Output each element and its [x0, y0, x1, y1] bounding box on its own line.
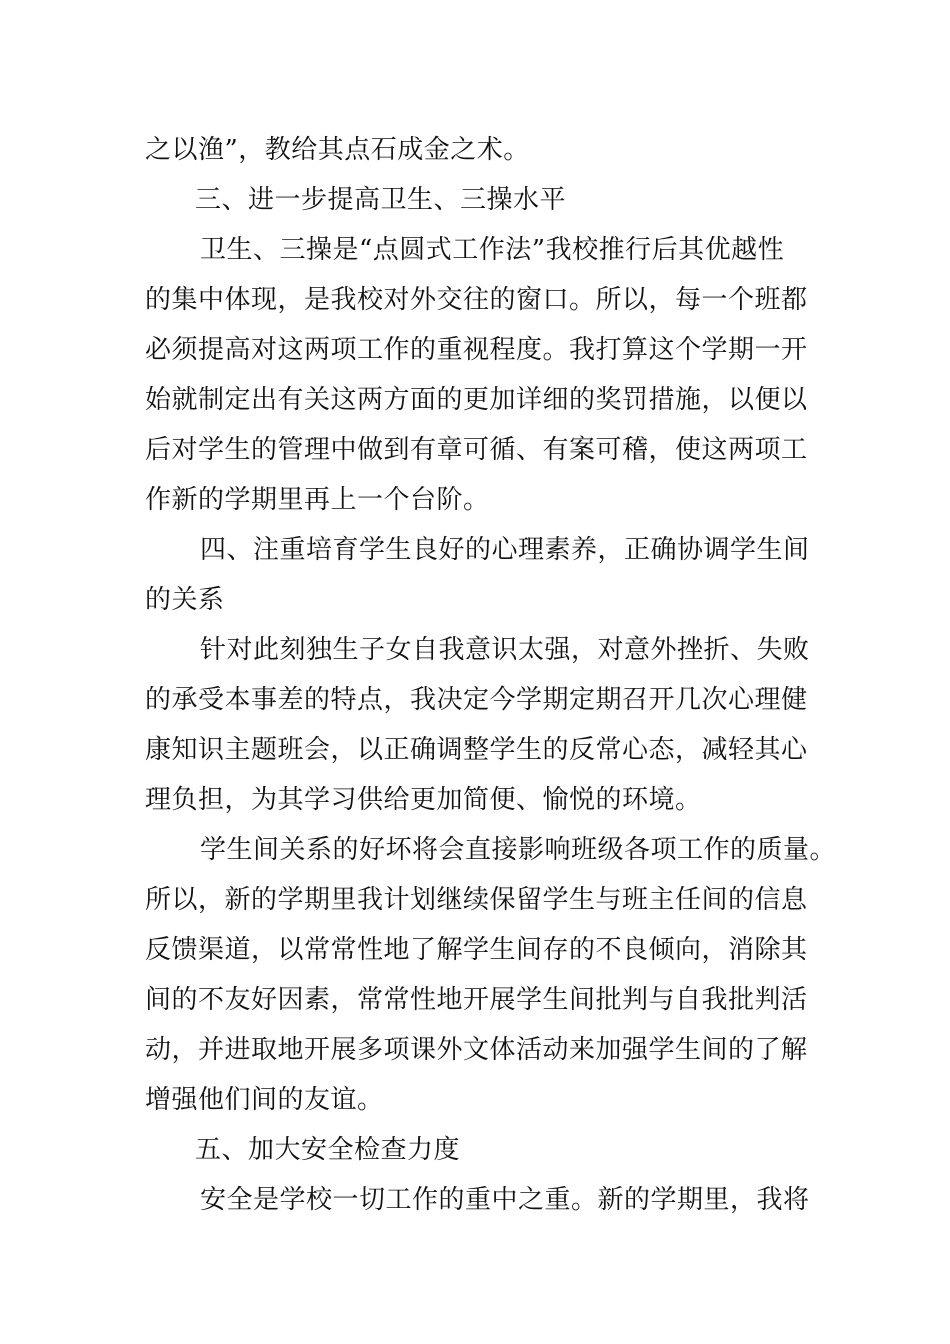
text-line: 康知识主题班会，以正确调整学生的反常心态，减轻其心: [145, 735, 808, 765]
text-line: 的承受本事差的特点，我决定今学期定期召开几次心理健: [145, 685, 808, 715]
text-line: 反馈渠道，以常常性地了解学生间存的不良倾向，消除其: [145, 935, 808, 965]
section-heading: 五、加大安全检查力度: [195, 1135, 461, 1165]
text-line: 间的不友好因素，常常性地开展学生间批判与自我批判活: [145, 985, 808, 1015]
text-line: 后对学生的管理中做到有章可循、有案可稽，使这两项工: [145, 435, 808, 465]
text-line: 之以渔”，教给其点石成金之术。: [145, 135, 530, 165]
text-line: 作新的学期里再上一个台阶。: [145, 485, 490, 515]
text-line: 针对此刻独生子女自我意识太强，对意外挫折、失败: [200, 635, 810, 665]
text-line: 的集中体现，是我校对外交往的窗口。所以，每一个班都: [145, 285, 808, 315]
section-heading: 四、注重培育学生良好的心理素养，正确协调学生间: [200, 535, 810, 565]
text-line: 理负担，为其学习供给更加简便、愉悦的环境。: [145, 785, 702, 815]
text-line: 动，并进取地开展多项课外文体活动来加强学生间的了解: [145, 1035, 808, 1065]
text-line: 安全是学校一切工作的重中之重。新的学期里，我将: [200, 1185, 810, 1215]
text-line: 始就制定出有关这两方面的更加详细的奖罚措施，以便以: [145, 385, 808, 415]
text-line: 学生间关系的好坏将会直接影响班级各项工作的质量。: [200, 835, 837, 865]
text-line: 所以，新的学期里我计划继续保留学生与班主任间的信息: [145, 885, 808, 915]
text-line: 增强他们间的友谊。: [145, 1085, 384, 1115]
section-heading: 的关系: [145, 585, 225, 615]
text-line: 卫生、三操是“点圆式工作法”我校推行后其优越性: [200, 235, 785, 265]
section-heading: 三、进一步提高卫生、三操水平: [195, 185, 567, 215]
text-line: 必须提高对这两项工作的重视程度。我打算这个学期一开: [145, 335, 808, 365]
